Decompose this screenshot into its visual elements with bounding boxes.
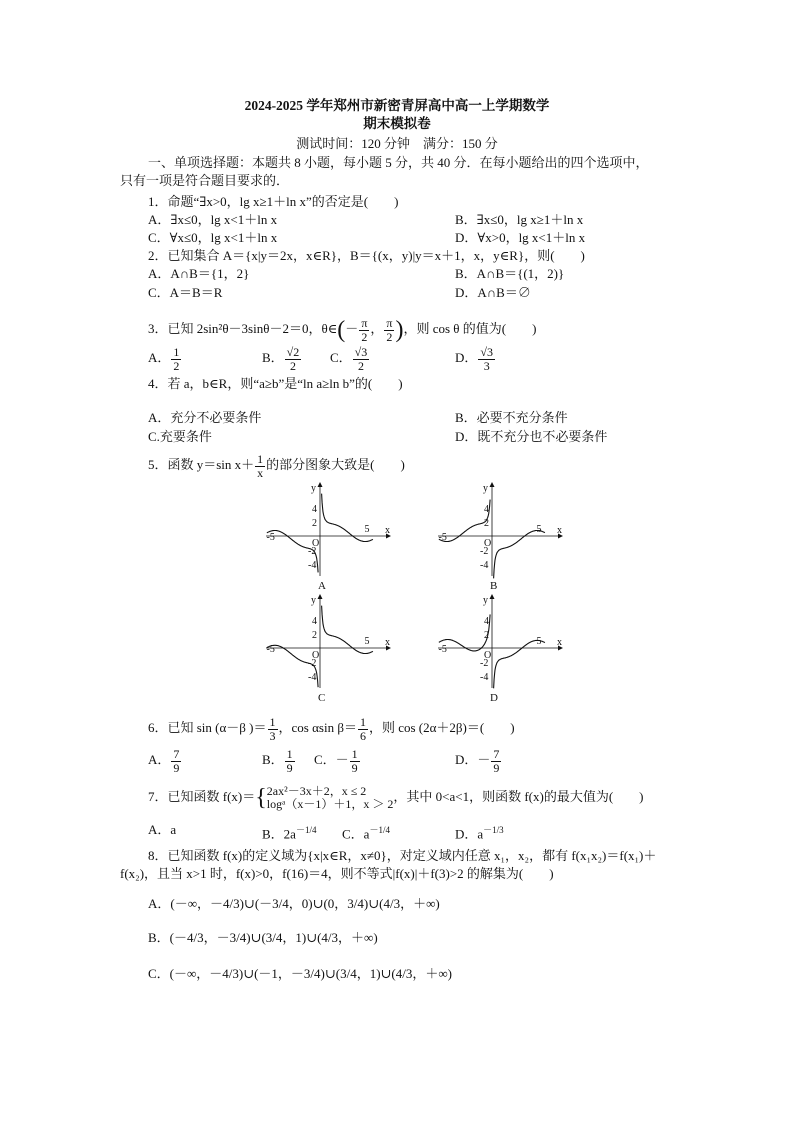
x-axis-label: x (557, 525, 562, 536)
q6-option-b (262, 746, 296, 775)
y-axis-label: y (483, 595, 488, 606)
q6-frac-1 (268, 716, 278, 743)
q5-graph-d-label: D (490, 692, 498, 704)
q6-d-label: D．－ (455, 752, 491, 767)
exam-subtitle: 期末模拟卷 (363, 116, 431, 131)
q6-b-den: 9 (286, 760, 293, 775)
q3-two-1: 2 (361, 329, 368, 344)
q6-stem-text: 6．已知 sin (α－β )＝ (148, 720, 267, 735)
q6-n1: 1 (269, 714, 276, 729)
q7-option-d (455, 822, 504, 842)
q5-stem-end: 的部分图象大致是( ) (266, 457, 405, 472)
q3-pi-2: π (386, 315, 393, 330)
x-axis-label: x (557, 637, 562, 648)
q1-option-d: D．∀x>0，lg x<1＋ln x (455, 230, 586, 245)
q3-two-2: 2 (386, 329, 393, 344)
tick-neg5: -5 (438, 532, 447, 543)
tick-4: 4 (312, 504, 317, 515)
q6-b-num: 1 (286, 746, 293, 761)
tick-neg4: -4 (308, 560, 317, 571)
tick-neg2: -2 (480, 546, 489, 557)
q4-option-c: C.充要条件 (148, 429, 212, 444)
q7-stem: 7．已知函数 f(x)＝{ 2ax²－3x＋2，x ≤ 2 logᵃ（x－1）＋1，x ＞ 2 ，其中 0<a<1，则函数 f(x)的最大值为( ) (148, 784, 644, 812)
q7-d-base: D．a (455, 826, 484, 842)
q4-option-d: D．既不充分也不必要条件 (455, 429, 608, 444)
tick-5: 5 (536, 636, 542, 647)
q3-c-frac (353, 346, 370, 373)
q8-option-b: B．(－4/3，－3/4)∪(3/4，1)∪(4/3，＋∞) (148, 930, 378, 945)
q3-stem: 3．已知 2sin²θ－3sinθ－2＝0，θ∈(－ $\frac{\pi}{2}$ ， $\frac{\pi}{2}$ )，则 cos θ 的值为( ) (148, 315, 537, 344)
q3-c-den: 2 (357, 358, 364, 373)
q6-d-den: 9 (493, 760, 500, 775)
q6-c-den: 9 (351, 760, 358, 775)
q6-frac-2 (358, 716, 368, 743)
q5-graph-a (262, 480, 392, 580)
q6-option-a (148, 746, 182, 775)
curve-branch (494, 640, 545, 688)
q3-b-num: √2 (286, 344, 300, 359)
q6-a-frac (171, 748, 181, 775)
q7-piece-1: 2ax²－3x＋2，x ≤ 2 (266, 784, 367, 799)
tick-4: 4 (484, 504, 489, 515)
tick-5: 5 (536, 524, 542, 535)
q6-a-label: A． (148, 752, 171, 767)
tick-neg2: -2 (308, 658, 317, 669)
exam-meta: 测试时间：120 分钟 满分：150 分 (296, 136, 498, 151)
q5-graph-b-label: B (490, 580, 498, 592)
q6-stem (148, 715, 515, 743)
q3-stem-end: ，则 cos θ 的值为( ) (403, 321, 537, 336)
tick-4: 4 (312, 616, 317, 627)
x-axis-label: x (385, 525, 390, 536)
q5-graph-d (434, 592, 564, 692)
q1-stem: 1．命题“∃x>0，lg x≥1＋ln x”的否定是( ) (148, 194, 399, 209)
q7-option-a: A．a (148, 822, 177, 837)
q7-b-base: B．2a (262, 826, 296, 842)
q7-piecewise (267, 785, 394, 811)
tick-neg4: -4 (480, 560, 489, 571)
q2-option-d: D．A∩B＝∅ (455, 285, 531, 300)
q6-a-num: 7 (173, 746, 180, 761)
q3-a-label: A． (148, 350, 171, 365)
tick-neg2: -2 (480, 658, 489, 669)
q8-option-c: C．(－∞，－4/3)∪(－1，－3/4)∪(3/4，1)∪(4/3，＋∞) (148, 966, 452, 981)
tick-neg5: -5 (266, 532, 275, 543)
section-intro-cont: 只有一项是符合题目要求的． (120, 173, 290, 188)
q2-option-a: A．A∩B＝{1，2} (148, 266, 250, 281)
tick-neg5: -5 (438, 644, 447, 655)
q2-stem: 2．已知集合 A＝{x|y＝2x，x∈R}，B＝{(x，y)|y＝x＋1，x，y∈R}，则( ) (148, 248, 585, 263)
tick-neg4: -4 (480, 672, 489, 683)
q6-option-c (314, 746, 361, 775)
q7-option-b (262, 822, 316, 842)
q3-stem-text: 3．已知 2sin²θ－3sinθ－2＝0，θ∈ (148, 321, 338, 336)
q8-stem: 8．已知函数 f(x)的定义域为{x|x∈R，x≠0}，对定义域内任意 x₁，x₂，都有 f(x₁x₂)＝f(x₁)＋ (148, 848, 657, 863)
tick-neg4: -4 (308, 672, 317, 683)
q6-d1: 3 (269, 728, 276, 743)
q3-d-num: √3 (480, 344, 493, 359)
origin-label: O (484, 538, 492, 549)
tick-2: 2 (312, 630, 317, 641)
q2-option-c: C．A＝B＝R (148, 285, 223, 300)
q3-option-b (262, 344, 302, 373)
y-axis-arrow (490, 594, 495, 599)
q8-option-a: A．(－∞，－4/3)∪(－3/4，0)∪(0，3/4)∪(4/3，＋∞) (148, 896, 440, 911)
q1-option-b: B．∃x≤0，lg x≥1＋ln x (455, 212, 584, 227)
q4-option-a: A．充分不必要条件 (148, 410, 262, 425)
q7-c-exp: －1/4 (369, 825, 390, 835)
q7-stem-end: ，其中 0<a<1，则函数 f(x)的最大值为( ) (393, 789, 644, 804)
q3-a-frac (171, 346, 181, 373)
q5-stem-text: 5．函数 y＝sin x＋ (148, 457, 255, 472)
q5-graph-c-label: C (318, 692, 326, 704)
q6-d-frac (491, 748, 501, 775)
q7-option-c (342, 822, 390, 842)
origin-label: O (312, 650, 320, 661)
q7-d-exp: －1/3 (483, 825, 504, 835)
y-axis-arrow (318, 482, 323, 487)
q6-c-label: C．－ (314, 752, 349, 767)
q7-b-exp: －1/4 (295, 825, 317, 835)
y-axis-arrow (318, 594, 323, 599)
q6-mid: ，cos αsin β＝ (278, 720, 357, 735)
curve-branch (494, 531, 545, 579)
q6-c-frac (350, 748, 360, 775)
q6-b-frac (285, 748, 295, 775)
q5-num: 1 (257, 451, 264, 466)
y-axis-label: y (311, 595, 316, 606)
q6-c-num: 1 (351, 746, 358, 761)
q3-pi-1: π (361, 315, 368, 330)
q6-stem-end: ，则 cos (2α＋2β)＝( ) (368, 720, 515, 735)
q1-option-a: A．∃x≤0，lg x<1＋ln x (148, 212, 278, 227)
q7-c-base: C．a (342, 826, 370, 842)
q6-n2: 1 (359, 714, 366, 729)
origin-label: O (312, 538, 320, 549)
q2-option-b: B．A∩B＝{(1，2)} (455, 266, 565, 281)
tick-2: 2 (484, 518, 489, 529)
q3-minus: － (345, 321, 359, 336)
q3-d-label: D． (455, 350, 478, 365)
tick-5: 5 (364, 636, 370, 647)
tick-2: 2 (312, 518, 317, 529)
q5-graph-a-label: A (318, 580, 326, 592)
q5-graph-c (262, 592, 392, 692)
tick-neg2: -2 (308, 546, 317, 557)
q3-option-a (148, 344, 182, 373)
q3-interval-right (384, 317, 394, 344)
y-axis-label: y (483, 483, 488, 494)
q5-graph-b (434, 480, 564, 580)
q3-b-label: B． (262, 350, 284, 365)
origin-label: O (484, 650, 492, 661)
q3-comma: ， (370, 321, 384, 336)
q3-option-d (455, 344, 496, 373)
q7-stem-text: 7．已知函数 f(x)＝ (148, 789, 256, 804)
q5-stem (148, 452, 405, 480)
y-axis-arrow (490, 482, 495, 487)
q5-frac (255, 453, 265, 480)
section-intro: 一、单项选择题：本题共 8 小题，每小题 5 分，共 40 分．在每小题给出的四个选项中， (148, 155, 649, 170)
q3-d-frac (478, 346, 495, 373)
q3-a-den: 2 (173, 358, 180, 373)
q3-a-num: 1 (173, 344, 180, 359)
q6-d2: 6 (359, 728, 366, 743)
q3-c-label: C． (330, 350, 352, 365)
tick-4: 4 (484, 616, 489, 627)
tick-2: 2 (484, 630, 489, 641)
q8-stem-cont: f(x₂)，且当 x>1 时，f(x)>0，f(16)＝4，则不等式|f(x)|＋f(3)>2 的解集为( ) (120, 866, 554, 881)
q7-piece-2: logᵃ（x－1）＋1，x ＞ 2 (266, 797, 394, 812)
y-axis-label: y (311, 483, 316, 494)
q6-b-label: B． (262, 752, 284, 767)
q3-d-den: 3 (483, 358, 490, 373)
q3-c-num: √3 (354, 344, 368, 359)
x-axis-label: x (385, 637, 390, 648)
q6-option-d (455, 746, 502, 775)
q4-stem: 4．若 a，b∈R，则“a≥b”是“ln a≥ln b”的( ) (148, 376, 403, 391)
q4-option-b: B．必要不充分条件 (455, 410, 568, 425)
q3-b-frac (285, 346, 302, 373)
tick-neg5: -5 (266, 644, 275, 655)
exam-title: 2024-2025 学年郑州市新密青屏高中高一上学期数学 (244, 98, 550, 113)
tick-5: 5 (364, 524, 370, 535)
q5-den: x (257, 465, 264, 480)
q6-a-den: 9 (173, 760, 180, 775)
q3-b-den: 2 (289, 358, 296, 373)
q6-d-num: 7 (493, 746, 500, 761)
q1-option-c: C．∀x≤0，lg x<1＋ln x (148, 230, 278, 245)
q3-interval-left (359, 317, 369, 344)
q3-option-c (330, 344, 370, 373)
